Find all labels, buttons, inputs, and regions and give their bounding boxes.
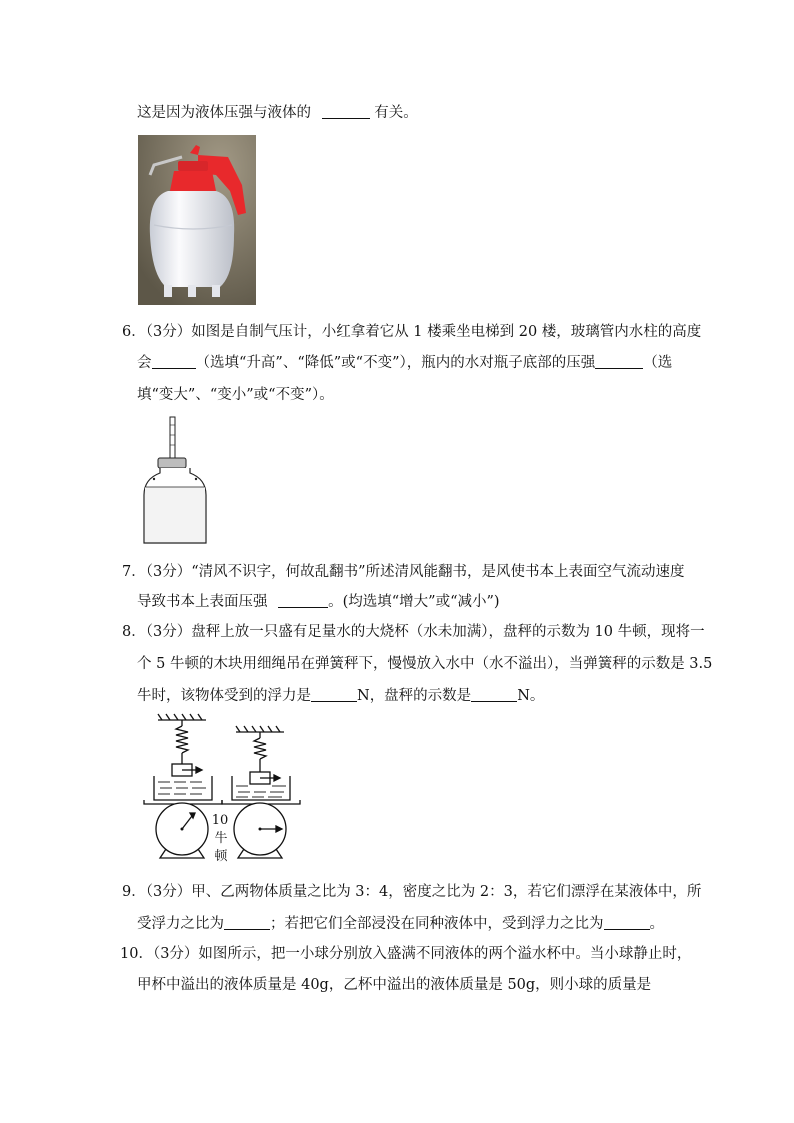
- q10-line1: 10．（3分）如图所示，把一小球分别放入盛满不同液体的两个溢水杯中。当小球静止时，: [120, 946, 692, 962]
- answer-blank[interactable]: [224, 915, 270, 930]
- q8-line1: 8．（3分）盘秤上放一只盛有足量水的大烧杯（水未加满），盘秤的示数为 10 牛顿，现将一: [122, 624, 705, 640]
- q8-line2: 个 5 牛顿的木块用细绳吊在弹簧秤下，慢慢放入水中（水不溢出），当弹簧秤的示数是 3.5: [137, 656, 713, 672]
- q10-line2: 甲杯中溢出的液体质量是 40g，乙杯中溢出的液体质量是 50g，则小球的质量是: [137, 977, 652, 993]
- barometer-figure: [138, 415, 212, 547]
- q7-line2: 导致书本上表面压强 。(均选填“增大”或“减小”): [137, 594, 500, 610]
- answer-blank[interactable]: [595, 354, 643, 369]
- q8-line3: 牛时，该物体受到的浮力是 N，盘秤的示数是 N。: [137, 688, 545, 704]
- scale-reading-label: 10 牛 顿: [211, 813, 229, 864]
- answer-blank[interactable]: [311, 687, 357, 702]
- q9-line2: 受浮力之比为 ；若把它们全部浸没在同种液体中，受到浮力之比为 。: [137, 916, 664, 932]
- q9-line1: 9．（3分）甲、乙两物体质量之比为 3：4，密度之比为 2：3，若它们漂浮在某液体中，所: [122, 884, 702, 900]
- q6-line3: 填“变大”、“变小”或“不变”）。: [137, 387, 334, 403]
- q7-line1: 7．（3分）“清风不识字，何故乱翻书”所述清风能翻书，是风使书本上表面空气流动速度: [122, 564, 685, 580]
- q6-line2: 会 （选填“升高”、“降低”或“不变”），瓶内的水对瓶子底部的压强 （选: [137, 355, 673, 371]
- q6-line1: 6．（3分）如图是自制气压计，小红拿着它从 1 楼乘坐电梯到 20 楼，玻璃管内水柱的高度: [122, 324, 702, 340]
- answer-blank[interactable]: [278, 593, 328, 608]
- answer-blank[interactable]: [152, 354, 196, 369]
- answer-blank[interactable]: [322, 104, 370, 119]
- answer-blank[interactable]: [471, 687, 517, 702]
- q5-text: 这是因为液体压强与液体的 有关。: [137, 105, 418, 121]
- sprayer-photo: [138, 135, 256, 305]
- answer-blank[interactable]: [604, 915, 650, 930]
